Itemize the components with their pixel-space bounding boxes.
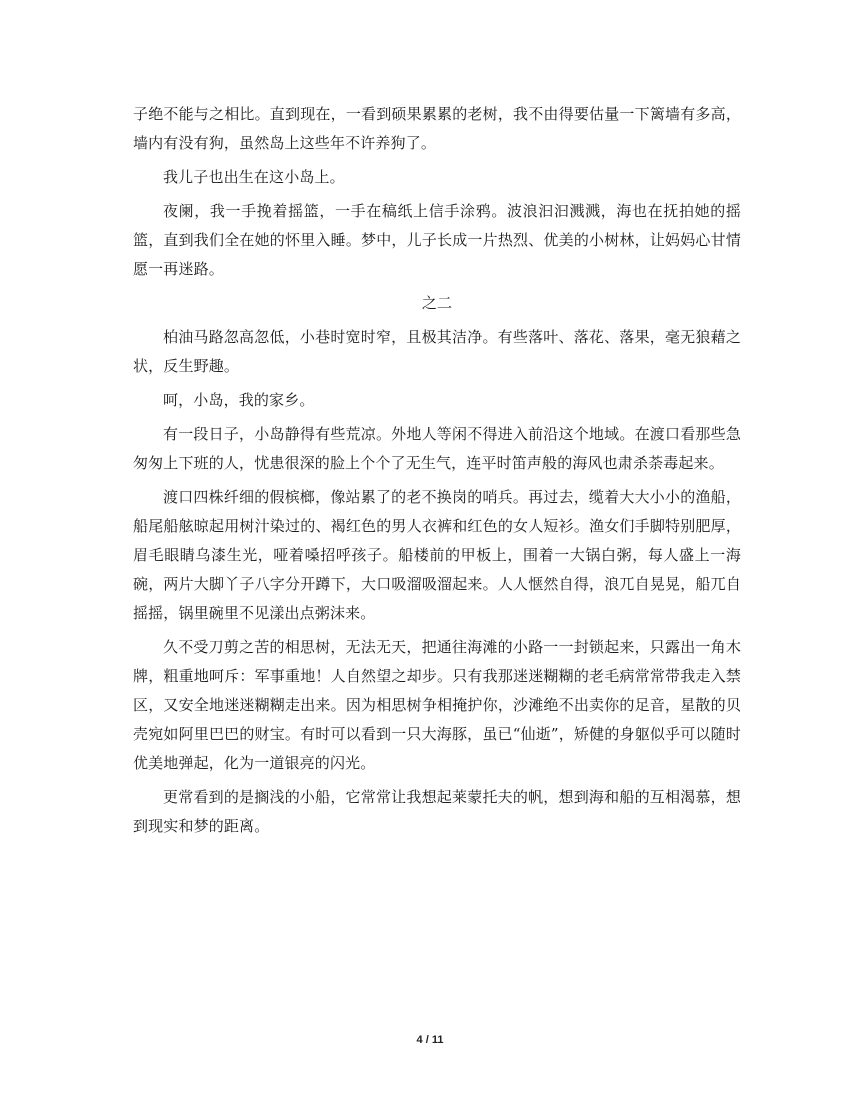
paragraph: 更常看到的是搁浅的小船，它常常让我想起莱蒙托夫的帆，想到海和船的互相渴慕，想到现实和梦的距离。: [133, 788, 741, 835]
body-text: [133, 100, 741, 846]
paragraph: 有一段日子，小岛静得有些荒凉。外地人等闲不得进入前沿这个地域。在渡口看那些急匆匆上下班的人，忧患很深的脸上个个了无生气，连平时笛声般的海风也肃杀荼毒起来。: [133, 425, 741, 472]
paragraph: 呵，小岛，我的家乡。: [163, 391, 315, 409]
section-heading: 之二: [421, 294, 453, 312]
paragraph: 夜阑，我一手挽着摇篮，一手在稿纸上信手涂鸦。波浪汩汩溅溅，海也在抚拍她的摇篮，直到我们全在她的怀里入睡。梦中，儿子长成一片热烈、优美的小树林，让妈妈心甘情愿一再迷路。: [133, 202, 741, 278]
paragraph: 柏油马路忽高忽低，小巷时宽时窄，且极其洁净。有些落叶、落花、落果，毫无狼藉之状，反生野趣。: [133, 328, 741, 375]
paragraph: 渡口四株纤细的假槟榔，像站累了的老不换岗的哨兵。再过去，缆着大大小小的渔船，船尾船舷晾起用树汁染过的、褐红色的男人衣裤和红色的女人短衫。渔女们手脚特别肥厚，眉毛眼睛乌漆生光，哑着嗓招呼孩子。船楼前的甲板上，围着一大锅白粥，每人盛上一海碗，两片大脚丫子八字分开蹲下，大口吸溜吸溜起来。人人惬然自得，浪兀自晃晃，船兀自摇摇，锅里碗里不见漾出点粥沫来。: [133, 488, 741, 622]
page-number: 4 / 11: [416, 1034, 444, 1046]
paragraph: 子绝不能与之相比。直到现在，一看到硕果累累的老树，我不由得要估量一下篱墙有多高，墙内有没有狗，虽然岛上这些年不许养狗了。: [133, 105, 741, 152]
paragraph: 久不受刀剪之苦的相思树，无法无天，把通往海滩的小路一一封锁起来，只露出一角木牌，粗重地呵斥：军事重地！人自然望之却步。只有我那迷迷糊糊的老毛病常常带我走入禁区，又安全地迷迷糊糊走出来。因为相思树争相掩护你，沙滩绝不出卖你的足音，星散的贝壳宛如阿里巴巴的财宝。有时可以看到一只大海豚，虽已“仙逝”，矫健的身躯似乎可以随时优美地弹起，化为一道银亮的闪光。: [133, 638, 741, 772]
paragraph: 我儿子也出生在这小岛上。: [163, 168, 345, 186]
